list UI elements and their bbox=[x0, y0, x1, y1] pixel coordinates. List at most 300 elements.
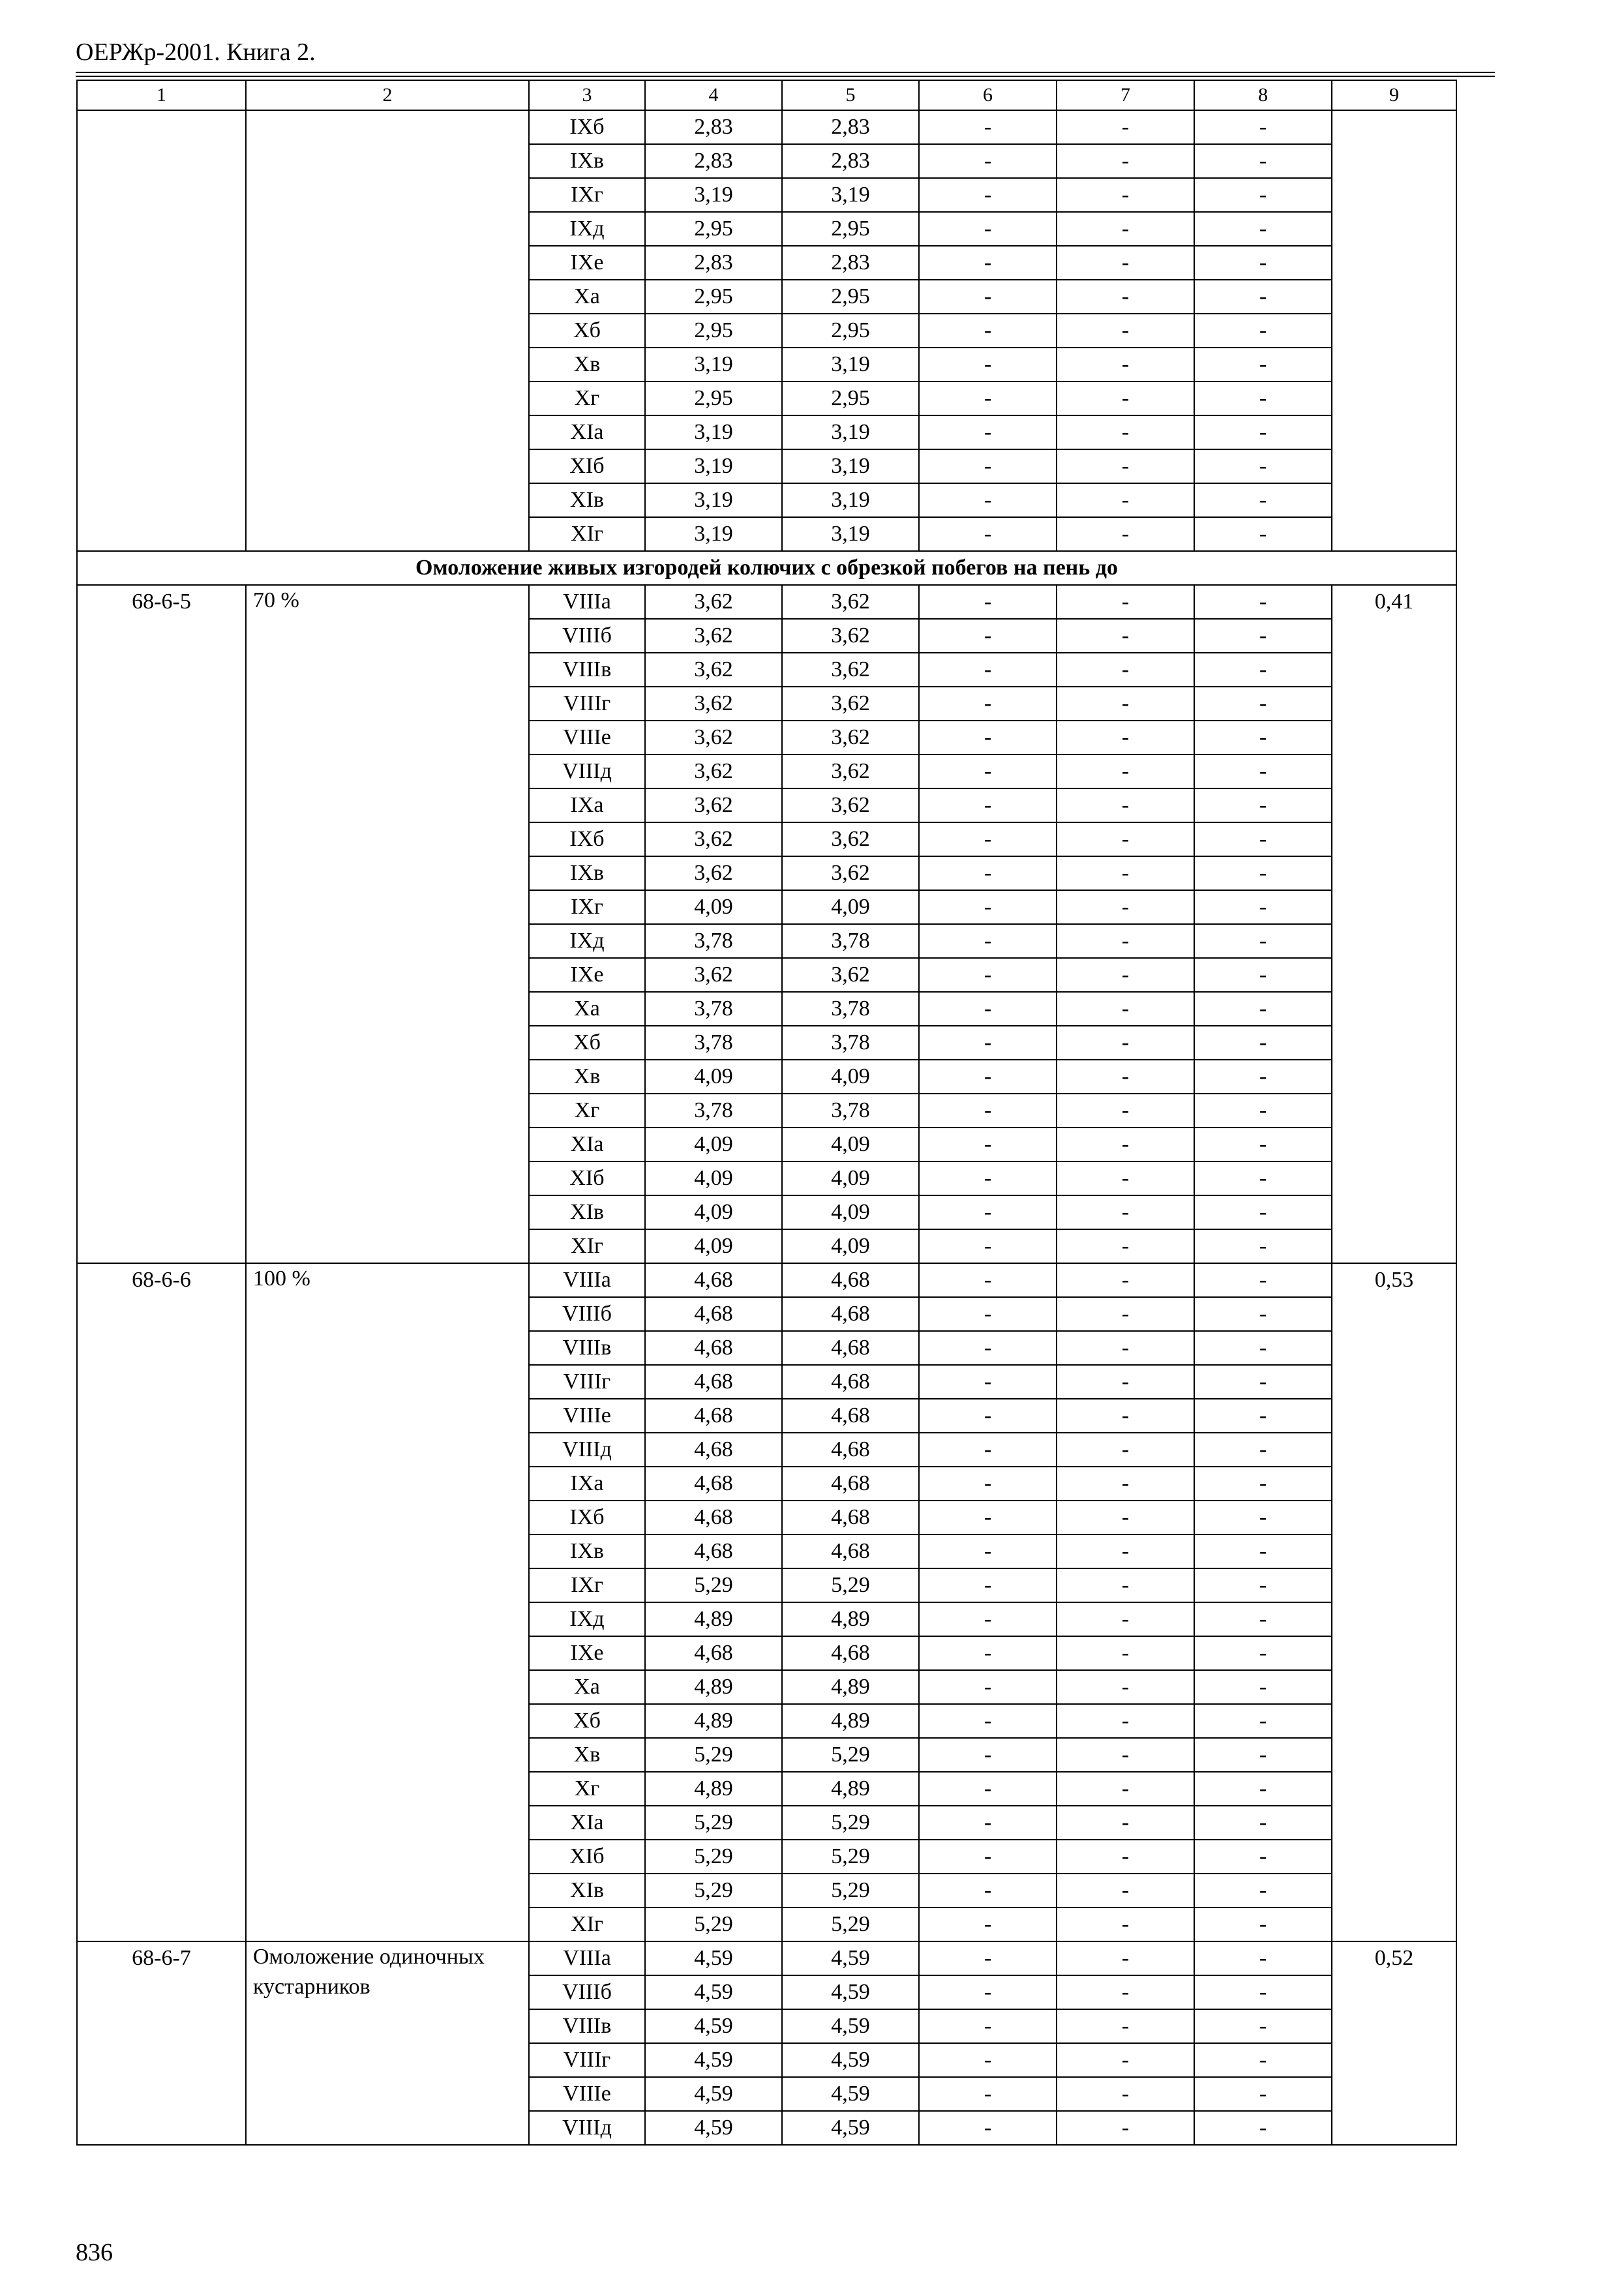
category-cell: VIIIа bbox=[529, 1263, 645, 1297]
value-cell: 5,29 bbox=[645, 1806, 782, 1840]
category-cell: IXа bbox=[529, 788, 645, 822]
dash-cell: - bbox=[1194, 1670, 1332, 1704]
dash-cell: - bbox=[1194, 1263, 1332, 1297]
dash-cell: - bbox=[1194, 856, 1332, 890]
value-cell: 4,59 bbox=[782, 1975, 919, 2009]
dash-cell: - bbox=[919, 721, 1057, 755]
value-cell: 4,68 bbox=[782, 1399, 919, 1433]
value-cell: 3,19 bbox=[782, 483, 919, 517]
dash-cell: - bbox=[1057, 1060, 1194, 1094]
dash-cell: - bbox=[1057, 1467, 1194, 1501]
dash-cell: - bbox=[1057, 2111, 1194, 2145]
value-cell: 4,68 bbox=[645, 1263, 782, 1297]
dash-cell: - bbox=[1194, 415, 1332, 449]
dash-cell: - bbox=[919, 1636, 1057, 1670]
column-number-row bbox=[77, 80, 1456, 110]
value-cell: 3,19 bbox=[782, 348, 919, 382]
dash-cell: - bbox=[1057, 1975, 1194, 2009]
value-cell: 3,62 bbox=[645, 585, 782, 619]
dash-cell: - bbox=[919, 1467, 1057, 1501]
dash-cell: - bbox=[1057, 314, 1194, 348]
category-cell: IXе bbox=[529, 246, 645, 280]
value-cell: 4,68 bbox=[782, 1501, 919, 1534]
value-cell: 4,89 bbox=[645, 1772, 782, 1806]
dash-cell: - bbox=[1057, 1534, 1194, 1568]
dash-cell: - bbox=[1194, 1195, 1332, 1229]
dash-cell: - bbox=[1057, 1501, 1194, 1534]
dash-cell: - bbox=[1057, 687, 1194, 721]
category-cell: Xб bbox=[529, 1026, 645, 1060]
dash-cell: - bbox=[1057, 483, 1194, 517]
dash-cell: - bbox=[919, 2009, 1057, 2043]
category-cell: Xа bbox=[529, 992, 645, 1026]
value-cell: 3,62 bbox=[782, 687, 919, 721]
value-cell: 4,09 bbox=[782, 1229, 919, 1263]
category-cell: XIг bbox=[529, 1908, 645, 1941]
dash-cell: - bbox=[919, 415, 1057, 449]
dash-cell: - bbox=[919, 1568, 1057, 1602]
value-cell: 3,19 bbox=[782, 415, 919, 449]
dash-cell: - bbox=[1057, 1026, 1194, 1060]
dash-cell: - bbox=[1194, 958, 1332, 992]
value-cell: 2,83 bbox=[645, 110, 782, 144]
column-number: 8 bbox=[1194, 80, 1332, 110]
header-rule bbox=[76, 76, 1495, 77]
dash-cell: - bbox=[919, 517, 1057, 551]
category-cell: VIIIг bbox=[529, 2043, 645, 2077]
value-cell: 2,95 bbox=[782, 382, 919, 415]
category-cell: VIIIе bbox=[529, 2077, 645, 2111]
category-cell: IXе bbox=[529, 958, 645, 992]
category-cell: XIв bbox=[529, 483, 645, 517]
dash-cell: - bbox=[1057, 1433, 1194, 1467]
dash-cell: - bbox=[1194, 212, 1332, 246]
dash-cell: - bbox=[919, 1840, 1057, 1874]
column-number: 1 bbox=[77, 80, 246, 110]
dash-cell: - bbox=[1057, 1229, 1194, 1263]
dash-cell: - bbox=[1057, 755, 1194, 788]
column-number: 7 bbox=[1057, 80, 1194, 110]
dash-cell: - bbox=[1194, 1365, 1332, 1399]
category-cell: IXд bbox=[529, 1602, 645, 1636]
value-cell: 4,68 bbox=[645, 1501, 782, 1534]
dash-cell: - bbox=[1057, 212, 1194, 246]
value-cell: 3,19 bbox=[645, 517, 782, 551]
dash-cell: - bbox=[919, 1433, 1057, 1467]
value-cell: 4,09 bbox=[645, 1060, 782, 1094]
dash-cell: - bbox=[1057, 2077, 1194, 2111]
value-cell: 2,95 bbox=[645, 314, 782, 348]
dash-cell: - bbox=[919, 1128, 1057, 1161]
dash-cell: - bbox=[1194, 1026, 1332, 1060]
category-cell: VIIIа bbox=[529, 585, 645, 619]
category-cell: VIIIв bbox=[529, 653, 645, 687]
rates-table bbox=[76, 80, 1457, 2146]
category-cell: XIг bbox=[529, 1229, 645, 1263]
category-cell: IXд bbox=[529, 212, 645, 246]
dash-cell: - bbox=[1194, 1874, 1332, 1908]
category-cell: IXг bbox=[529, 1568, 645, 1602]
dash-cell: - bbox=[1057, 2043, 1194, 2077]
dash-cell: - bbox=[1057, 1399, 1194, 1433]
dash-cell: - bbox=[919, 1399, 1057, 1433]
dash-cell: - bbox=[1194, 1704, 1332, 1738]
value-cell: 3,19 bbox=[645, 483, 782, 517]
dash-cell: - bbox=[1057, 822, 1194, 856]
dash-cell: - bbox=[919, 2077, 1057, 2111]
value-cell: 3,62 bbox=[782, 755, 919, 788]
dash-cell: - bbox=[1194, 1161, 1332, 1195]
value-cell: 3,62 bbox=[645, 653, 782, 687]
dash-cell: - bbox=[919, 653, 1057, 687]
category-cell: Xв bbox=[529, 1060, 645, 1094]
dash-cell: - bbox=[1057, 1704, 1194, 1738]
work-name: 70 % bbox=[246, 585, 529, 1263]
value-cell: 3,62 bbox=[782, 653, 919, 687]
dash-cell: - bbox=[919, 1772, 1057, 1806]
dash-cell: - bbox=[1194, 449, 1332, 483]
category-cell: VIIIг bbox=[529, 687, 645, 721]
dash-cell: - bbox=[919, 1229, 1057, 1263]
value-cell: 2,95 bbox=[645, 212, 782, 246]
dash-cell: - bbox=[1194, 1331, 1332, 1365]
dash-cell: - bbox=[1057, 517, 1194, 551]
value-cell: 3,19 bbox=[645, 178, 782, 212]
continuation-code-cell bbox=[77, 110, 246, 551]
dash-cell: - bbox=[1057, 653, 1194, 687]
dash-cell: - bbox=[1194, 1602, 1332, 1636]
column-number: 9 bbox=[1332, 80, 1456, 110]
value-cell: 3,19 bbox=[645, 415, 782, 449]
category-cell: XIб bbox=[529, 449, 645, 483]
category-cell: VIIIв bbox=[529, 1331, 645, 1365]
dash-cell: - bbox=[1194, 1467, 1332, 1501]
dash-cell: - bbox=[1057, 890, 1194, 924]
value-cell: 4,09 bbox=[782, 1128, 919, 1161]
category-cell: Xб bbox=[529, 314, 645, 348]
dash-cell: - bbox=[1194, 1229, 1332, 1263]
category-cell: XIб bbox=[529, 1161, 645, 1195]
work-name: Омоложение одиночных кустарников bbox=[246, 1941, 529, 2145]
value-cell: 4,59 bbox=[645, 2111, 782, 2145]
dash-cell: - bbox=[1057, 178, 1194, 212]
dash-cell: - bbox=[919, 280, 1057, 314]
category-cell: IXб bbox=[529, 1501, 645, 1534]
dash-cell: - bbox=[1057, 721, 1194, 755]
value-cell: 4,09 bbox=[782, 1060, 919, 1094]
category-cell: XIа bbox=[529, 1806, 645, 1840]
category-cell: VIIIб bbox=[529, 1975, 645, 2009]
dash-cell: - bbox=[1057, 144, 1194, 178]
value-cell: 4,59 bbox=[645, 1975, 782, 2009]
dash-cell: - bbox=[1194, 144, 1332, 178]
value-cell: 4,68 bbox=[645, 1433, 782, 1467]
category-cell: VIIIа bbox=[529, 1941, 645, 1975]
value-cell: 3,62 bbox=[782, 721, 919, 755]
dash-cell: - bbox=[919, 687, 1057, 721]
value-cell: 3,62 bbox=[782, 958, 919, 992]
value-cell: 4,68 bbox=[645, 1399, 782, 1433]
category-cell: XIв bbox=[529, 1195, 645, 1229]
dash-cell: - bbox=[1057, 449, 1194, 483]
dash-cell: - bbox=[1194, 246, 1332, 280]
dash-cell: - bbox=[1194, 1297, 1332, 1331]
value-cell: 4,68 bbox=[645, 1636, 782, 1670]
value-cell: 3,62 bbox=[645, 788, 782, 822]
dash-cell: - bbox=[919, 1060, 1057, 1094]
value-cell: 4,89 bbox=[645, 1670, 782, 1704]
dash-cell: - bbox=[1194, 1772, 1332, 1806]
table-row bbox=[77, 110, 1456, 144]
column-number: 2 bbox=[246, 80, 529, 110]
category-cell: IXд bbox=[529, 924, 645, 958]
dash-cell: - bbox=[1194, 687, 1332, 721]
value-cell: 3,62 bbox=[782, 585, 919, 619]
value-cell: 4,68 bbox=[645, 1297, 782, 1331]
value-cell: 3,78 bbox=[645, 1026, 782, 1060]
dash-cell: - bbox=[919, 1094, 1057, 1128]
dash-cell: - bbox=[919, 788, 1057, 822]
value-cell: 3,62 bbox=[645, 755, 782, 788]
dash-cell: - bbox=[1057, 1365, 1194, 1399]
column-number: 3 bbox=[529, 80, 645, 110]
dash-cell: - bbox=[1194, 585, 1332, 619]
value-cell: 3,78 bbox=[782, 1094, 919, 1128]
dash-cell: - bbox=[1057, 1297, 1194, 1331]
value-cell: 2,95 bbox=[645, 382, 782, 415]
dash-cell: - bbox=[919, 755, 1057, 788]
dash-cell: - bbox=[1194, 348, 1332, 382]
dash-cell: - bbox=[1057, 280, 1194, 314]
value-cell: 4,59 bbox=[645, 2077, 782, 2111]
dash-cell: - bbox=[1194, 517, 1332, 551]
value-cell: 4,09 bbox=[782, 890, 919, 924]
value-cell: 4,09 bbox=[782, 1161, 919, 1195]
category-cell: IXв bbox=[529, 1534, 645, 1568]
dash-cell: - bbox=[919, 348, 1057, 382]
dash-cell: - bbox=[1057, 1128, 1194, 1161]
value-cell: 3,62 bbox=[782, 788, 919, 822]
category-cell: VIIIг bbox=[529, 1365, 645, 1399]
dash-cell: - bbox=[1057, 1094, 1194, 1128]
value-cell: 4,59 bbox=[645, 2043, 782, 2077]
dash-cell: - bbox=[919, 1704, 1057, 1738]
value-cell: 4,59 bbox=[782, 1941, 919, 1975]
dash-cell: - bbox=[1194, 280, 1332, 314]
value-cell: 3,62 bbox=[645, 687, 782, 721]
category-cell: IXе bbox=[529, 1636, 645, 1670]
dash-cell: - bbox=[1194, 1094, 1332, 1128]
dash-cell: - bbox=[1057, 1772, 1194, 1806]
dash-cell: - bbox=[919, 1297, 1057, 1331]
dash-cell: - bbox=[919, 1602, 1057, 1636]
category-cell: XIа bbox=[529, 1128, 645, 1161]
rate-code: 68-6-6 bbox=[77, 1263, 246, 1941]
dash-cell: - bbox=[1194, 1501, 1332, 1534]
value-cell: 4,89 bbox=[645, 1602, 782, 1636]
dash-cell: - bbox=[919, 1195, 1057, 1229]
column-number: 5 bbox=[782, 80, 919, 110]
value-cell: 3,78 bbox=[645, 992, 782, 1026]
col9-value: 0,41 bbox=[1332, 585, 1456, 1263]
dash-cell: - bbox=[919, 1874, 1057, 1908]
value-cell: 4,59 bbox=[782, 2009, 919, 2043]
value-cell: 3,62 bbox=[645, 721, 782, 755]
dash-cell: - bbox=[919, 449, 1057, 483]
value-cell: 4,59 bbox=[782, 2077, 919, 2111]
dash-cell: - bbox=[919, 958, 1057, 992]
dash-cell: - bbox=[1057, 1195, 1194, 1229]
value-cell: 3,78 bbox=[782, 1026, 919, 1060]
dash-cell: - bbox=[919, 144, 1057, 178]
value-cell: 5,29 bbox=[782, 1908, 919, 1941]
category-cell: VIIIб bbox=[529, 619, 645, 653]
value-cell: 5,29 bbox=[645, 1874, 782, 1908]
dash-cell: - bbox=[1194, 2009, 1332, 2043]
category-cell: VIIIд bbox=[529, 2111, 645, 2145]
value-cell: 3,62 bbox=[782, 619, 919, 653]
category-cell: IXв bbox=[529, 856, 645, 890]
dash-cell: - bbox=[919, 110, 1057, 144]
dash-cell: - bbox=[919, 1263, 1057, 1297]
dash-cell: - bbox=[1194, 2111, 1332, 2145]
category-cell: IXб bbox=[529, 110, 645, 144]
dash-cell: - bbox=[919, 924, 1057, 958]
value-cell: 4,09 bbox=[645, 890, 782, 924]
dash-cell: - bbox=[919, 1026, 1057, 1060]
category-cell: IXб bbox=[529, 822, 645, 856]
dash-cell: - bbox=[919, 212, 1057, 246]
dash-cell: - bbox=[919, 1534, 1057, 1568]
dash-cell: - bbox=[919, 1670, 1057, 1704]
dash-cell: - bbox=[1194, 1738, 1332, 1772]
value-cell: 4,68 bbox=[782, 1263, 919, 1297]
rate-code: 68-6-7 bbox=[77, 1941, 246, 2145]
table-row bbox=[77, 1941, 1456, 1975]
value-cell: 3,78 bbox=[645, 1094, 782, 1128]
value-cell: 4,09 bbox=[645, 1229, 782, 1263]
category-cell: VIIIб bbox=[529, 1297, 645, 1331]
dash-cell: - bbox=[1194, 1568, 1332, 1602]
dash-cell: - bbox=[1194, 1534, 1332, 1568]
dash-cell: - bbox=[1194, 1908, 1332, 1941]
dash-cell: - bbox=[1057, 415, 1194, 449]
dash-cell: - bbox=[919, 822, 1057, 856]
value-cell: 4,89 bbox=[782, 1602, 919, 1636]
dash-cell: - bbox=[1194, 1128, 1332, 1161]
dash-cell: - bbox=[919, 246, 1057, 280]
dash-cell: - bbox=[1194, 1806, 1332, 1840]
dash-cell: - bbox=[1194, 314, 1332, 348]
dash-cell: - bbox=[1057, 1908, 1194, 1941]
value-cell: 2,83 bbox=[782, 110, 919, 144]
dash-cell: - bbox=[1057, 1874, 1194, 1908]
value-cell: 4,59 bbox=[645, 2009, 782, 2043]
category-cell: Xг bbox=[529, 1094, 645, 1128]
dash-cell: - bbox=[919, 890, 1057, 924]
page-header: ОЕРЖр-2001. Книга 2. bbox=[76, 38, 316, 66]
dash-cell: - bbox=[1057, 1263, 1194, 1297]
dash-cell: - bbox=[1194, 483, 1332, 517]
dash-cell: - bbox=[919, 2043, 1057, 2077]
dash-cell: - bbox=[1057, 619, 1194, 653]
category-cell: XIа bbox=[529, 415, 645, 449]
value-cell: 2,83 bbox=[782, 144, 919, 178]
value-cell: 3,78 bbox=[782, 924, 919, 958]
value-cell: 4,09 bbox=[782, 1195, 919, 1229]
dash-cell: - bbox=[1057, 110, 1194, 144]
value-cell: 4,68 bbox=[782, 1534, 919, 1568]
dash-cell: - bbox=[1194, 992, 1332, 1026]
dash-cell: - bbox=[919, 2111, 1057, 2145]
value-cell: 4,68 bbox=[782, 1467, 919, 1501]
dash-cell: - bbox=[919, 585, 1057, 619]
dash-cell: - bbox=[919, 856, 1057, 890]
dash-cell: - bbox=[919, 619, 1057, 653]
dash-cell: - bbox=[1194, 382, 1332, 415]
dash-cell: - bbox=[1194, 721, 1332, 755]
value-cell: 4,89 bbox=[782, 1670, 919, 1704]
value-cell: 4,68 bbox=[782, 1636, 919, 1670]
dash-cell: - bbox=[919, 1501, 1057, 1534]
value-cell: 5,29 bbox=[645, 1840, 782, 1874]
value-cell: 4,68 bbox=[645, 1467, 782, 1501]
category-cell: IXг bbox=[529, 178, 645, 212]
value-cell: 5,29 bbox=[782, 1840, 919, 1874]
value-cell: 3,62 bbox=[645, 822, 782, 856]
dash-cell: - bbox=[1057, 1840, 1194, 1874]
table-row bbox=[77, 585, 1456, 619]
value-cell: 4,09 bbox=[645, 1128, 782, 1161]
dash-cell: - bbox=[1194, 822, 1332, 856]
dash-cell: - bbox=[1057, 924, 1194, 958]
dash-cell: - bbox=[1194, 1636, 1332, 1670]
dash-cell: - bbox=[1194, 2043, 1332, 2077]
category-cell: XIб bbox=[529, 1840, 645, 1874]
dash-cell: - bbox=[1057, 856, 1194, 890]
value-cell: 5,29 bbox=[645, 1738, 782, 1772]
dash-cell: - bbox=[919, 314, 1057, 348]
value-cell: 3,62 bbox=[645, 856, 782, 890]
category-cell: VIIIд bbox=[529, 1433, 645, 1467]
value-cell: 3,19 bbox=[645, 348, 782, 382]
dash-cell: - bbox=[1057, 1636, 1194, 1670]
dash-cell: - bbox=[1194, 110, 1332, 144]
dash-cell: - bbox=[919, 1908, 1057, 1941]
dash-cell: - bbox=[1194, 619, 1332, 653]
value-cell: 3,78 bbox=[782, 992, 919, 1026]
value-cell: 4,68 bbox=[782, 1365, 919, 1399]
dash-cell: - bbox=[1057, 992, 1194, 1026]
col9-value: 0,53 bbox=[1332, 1263, 1456, 1941]
category-cell: Xв bbox=[529, 1738, 645, 1772]
dash-cell: - bbox=[1194, 788, 1332, 822]
dash-cell: - bbox=[1194, 1840, 1332, 1874]
value-cell: 4,59 bbox=[782, 2111, 919, 2145]
value-cell: 5,29 bbox=[782, 1738, 919, 1772]
continuation-name-cell bbox=[246, 110, 529, 551]
category-cell: Xб bbox=[529, 1704, 645, 1738]
column-number: 6 bbox=[919, 80, 1057, 110]
value-cell: 2,95 bbox=[782, 314, 919, 348]
category-cell: IXг bbox=[529, 890, 645, 924]
dash-cell: - bbox=[1194, 755, 1332, 788]
value-cell: 2,95 bbox=[782, 280, 919, 314]
rate-code: 68-6-5 bbox=[77, 585, 246, 1263]
category-cell: Xв bbox=[529, 348, 645, 382]
value-cell: 3,62 bbox=[782, 822, 919, 856]
dash-cell: - bbox=[919, 1806, 1057, 1840]
